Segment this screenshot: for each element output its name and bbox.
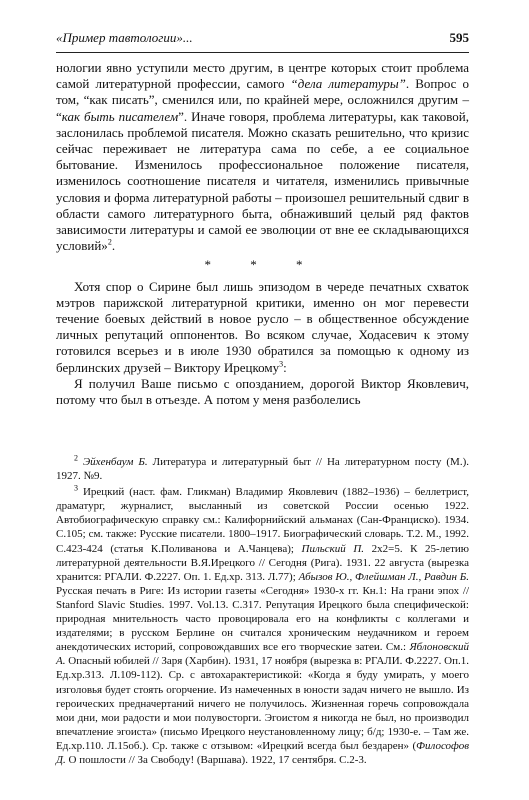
header-rule	[56, 52, 469, 53]
italic-phrase: “дела литературы”	[290, 76, 406, 92]
text-run: :	[283, 359, 287, 375]
footnote-3	[56, 485, 469, 767]
quoted-letter	[56, 376, 469, 408]
footnote-ref-3[interactable]: 3	[279, 359, 284, 369]
footnote-ref-2[interactable]: 2	[107, 237, 112, 247]
author-name: Пильский П.	[301, 542, 365, 555]
text-run: Опасный юбилей // Заря (Харбин). 1931, 17 ноября (вырезка в: РГАЛИ. Ф.2227. Оп.1. Ед.хр.313. Л.109-112). Ср. с автохарактеристикой: «Когда я буду умирать, у моего изголовья будет стоять огорчение. Из намеченных в юности задач ничего не вышло. Из героических предначертаний ничего не получилось. Жизненная горечь сопровождала мои дни, мои радости и мои полувосторги. Эгоистом я никогда не был, но производил впечатление эгоиста» (письмо Ирецкого неустановленному лицу; б/д; 1930-е. – Там же. Ед.хр.110. Л.15об.). Ср. также с отзывом: «Ирецкий всегда был бездарен» (	[56, 655, 469, 752]
paragraph-2	[56, 279, 469, 376]
text-run: 2х2=5. К 25-летию литературной деятельности В.Я.Ирецкого // Сегодня (Рига). 1931. 22 августа (вырезка хранится: РГАЛИ. Ф.2227. Оп. 1. Ед.хр. 313. Л.77);	[56, 542, 469, 583]
page-header	[56, 30, 469, 50]
text-run: .	[111, 238, 116, 254]
footnote-number: 2	[74, 453, 78, 463]
author-name: Эйхенбаум Б.	[82, 456, 148, 468]
text-run: Хотя спор о Сирине был лишь эпизодом в череде печатных схваток мэтров парижской литературной критики, именно он мог перевести течение боевых действий в новое русло – в общественное обсуждение личных репутаций оппонентов. Во всяком случае, Ходасевич к этому готовился всерьез и в июле 1930 обратился за помощью к одному из берлинских друзей – Виктору Ирецкому	[56, 278, 469, 375]
section-break: * * *	[204, 257, 321, 273]
paragraph-1	[56, 60, 469, 254]
footnote-number: 3	[74, 483, 78, 493]
text-run: О пошлости // За Свободу! (Варшава). 1922, 17 сентября. С.2-3.	[65, 753, 367, 766]
main-text	[56, 60, 469, 408]
footnotes	[56, 455, 469, 769]
author-name: Абызов Ю., Флейшман Л., Равдин Б.	[298, 570, 469, 583]
text-run: Литература и литературный быт // На литературном посту (М.). 1927. №9.	[56, 456, 469, 483]
text-run: Ирецкий (наст. фам. Гликман) Владимир Яковлевич (1882–1936) – беллетрист, драматург, журналист, высланный из советской России осенью 1922. Автобиографическую справку см.: Калифорнийский альманах (Сан-Франциско). 1934. С.105; см. также: Русские писатели. 1800–1917. Биографический словарь. Т.2. М., 1992. С.423-424 (статья К.Поливанова и А.Чанцева);	[56, 486, 469, 555]
author-name: Яблоновский А.	[56, 641, 469, 668]
footnote-2	[56, 455, 469, 483]
italic-phrase: как быть писателем	[61, 108, 179, 124]
text-run: Я получил Ваше письмо с опозданием, дорогой Виктор Яковлевич, потому что был в отъезде. А потом у меня разболелись	[56, 375, 469, 408]
author-name: Философов Д.	[56, 739, 469, 766]
text-run: ”. Иначе говоря, проблема литературы, как таковой, заслонилась проблемой писателя. Можно сказать решительно, что кризис сейчас переживает не литература сама по себе, а ее социальное бытование. Изменилось профессиональное положение писателя, изменилось соотношение писателя и читателя, изменились привычные условия и форма литературной работы – произошел решительный сдвиг в области самого литературного быта, обнаживший целый ряд фактов зависимости литературы и самой ее эволюции от вне ее складывающихся условий»	[56, 108, 469, 254]
text-run: нологии явно уступили место другим, в центре которых стоит проблема самой литературной профессии, самого	[56, 60, 469, 92]
text-run: Русская печать в Риге: Из истории газеты «Сегодня» 1930-х гг. Кн.1: На грани эпох // Stanford Slavic Studies. 1997. Vol.13. С.317. Репутация Ирецкого была специфической: природная мнительность часто провоцировала его на конфликты с коллегами и издателями; в русском Берлине он считался хроническим неудачником и героем анекдотических историй, сопровождавших все его творческие затеи. См.:	[56, 584, 469, 654]
page-number: 595	[449, 30, 469, 45]
text-run: . Вопрос о том, “как писать”, сменился или, по крайней мере, осложнился другим – “	[56, 76, 470, 124]
running-head: «Пример тавтологии»...	[56, 30, 193, 45]
